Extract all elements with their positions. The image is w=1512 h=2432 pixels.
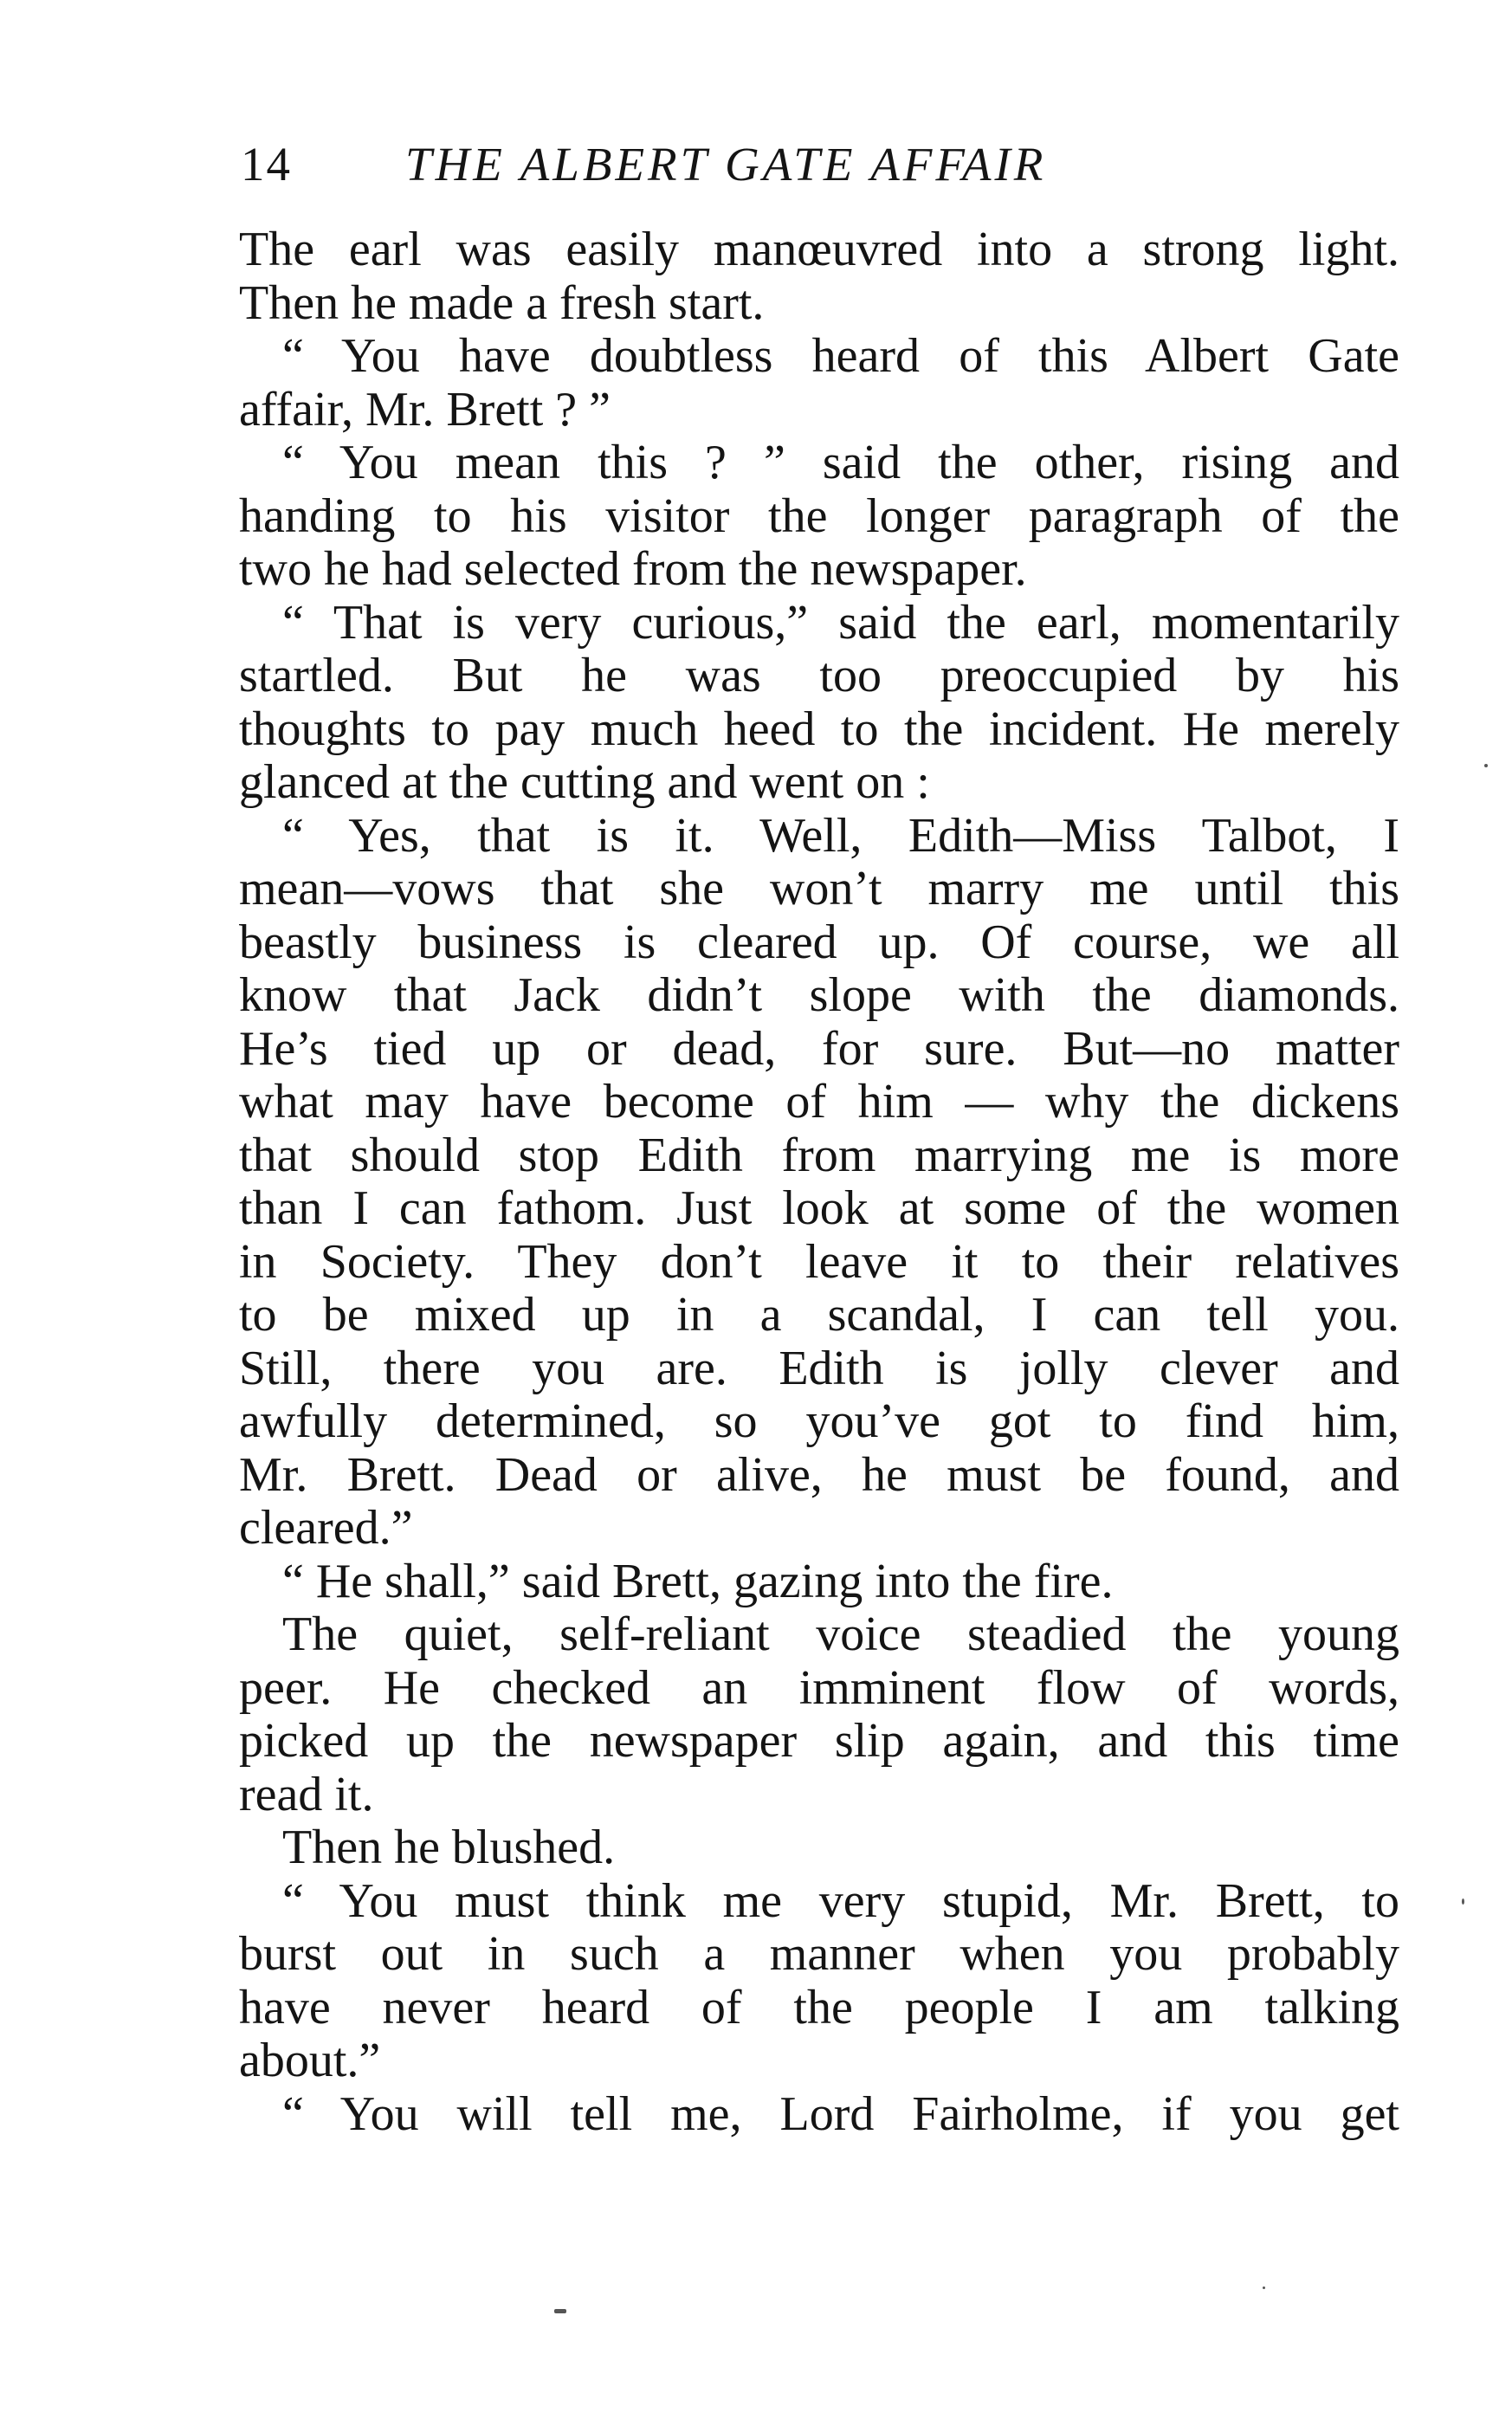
text-line: beastly business is cleared up. Of course, we all [239, 915, 1399, 969]
text-line: “ Yes, that is it. Well, Edith—Miss Talbot, I [282, 808, 1399, 863]
text-line: Still, there you are. Edith is jolly clever and [239, 1341, 1399, 1395]
text-line: Then he blushed. [282, 1821, 616, 1874]
text-line: “ You mean this ? ” said the other, rising and [282, 436, 1399, 489]
running-head [241, 130, 1401, 199]
text-line: “ You must think me very stupid, Mr. Brett, to [282, 1873, 1399, 1928]
text-line: what may have become of him — why the dickens [239, 1075, 1399, 1129]
page-number: 14 [241, 138, 292, 191]
text-line: two he had selected from the newspaper. [239, 542, 1027, 596]
text-line: in Society. They don’t leave it to their relatives [239, 1234, 1399, 1289]
text-line: handing to his visitor the longer paragraph of the [239, 488, 1399, 543]
running-title: THE ALBERT GATE AFFAIR [405, 138, 1047, 191]
text-line: glanced at the cutting and went on : [239, 755, 930, 809]
text-line: startled. But he was too preoccupied by his [239, 649, 1399, 702]
text-line: He’s tied up or dead, for sure. But—no matter [239, 1021, 1399, 1076]
text-line: burst out in such a manner when you probably [239, 1927, 1399, 1981]
text-line: The quiet, self-reliant voice steadied the young [282, 1607, 1399, 1661]
print-speck [1462, 1898, 1464, 1905]
text-line: mean—vows that she won’t marry me until this [239, 862, 1399, 915]
text-line: Then he made a fresh start. [239, 275, 765, 330]
text-line: to be mixed up in a scandal, I can tell you. [239, 1288, 1399, 1342]
text-line: know that Jack didn’t slope with the diamonds. [239, 968, 1399, 1022]
body-text [239, 223, 1399, 2141]
text-line: peer. He checked an imminent flow of words, [239, 1660, 1399, 1715]
text-line: “ He shall,” said Brett, gazing into the fire. [282, 1554, 1114, 1608]
text-line: affair, Mr. Brett ? ” [239, 382, 611, 437]
text-line: “ You will tell me, Lord Fairholme, if you get [282, 2086, 1399, 2141]
text-line: “ That is very curious,” said the earl, momentarily [282, 595, 1399, 650]
text-line: cleared.” [239, 1501, 413, 1555]
print-speck [1263, 2286, 1265, 2289]
text-line: awfully determined, so you’ve got to find him, [239, 1394, 1399, 1448]
text-line: about.” [239, 2034, 381, 2087]
text-line: than I can fathom. Just look at some of the women [239, 1181, 1399, 1235]
print-speck [554, 2309, 566, 2313]
text-line: Mr. Brett. Dead or alive, he must be found, and [239, 1447, 1399, 1502]
text-line: that should stop Edith from marrying me is more [239, 1128, 1399, 1182]
text-line: “ You have doubtless heard of this Albert Gate [282, 329, 1399, 383]
text-line: have never heard of the people I am talking [239, 1980, 1399, 2034]
text-line: thoughts to pay much heed to the incident. He merely [239, 702, 1399, 756]
print-speck [1484, 764, 1488, 767]
text-line: picked up the newspaper slip again, and this time [239, 1714, 1399, 1768]
text-line: read it. [239, 1767, 374, 1821]
text-line: The earl was easily manœuvred into a strong light. [239, 223, 1399, 276]
